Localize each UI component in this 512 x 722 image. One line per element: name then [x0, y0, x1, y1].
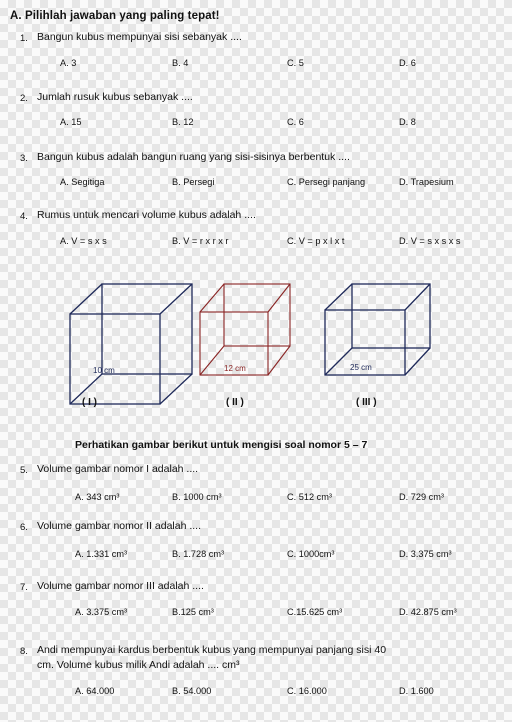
option-a: A. V = s x s	[60, 236, 107, 246]
option-a: A. Segitiga	[60, 177, 105, 187]
option-d: D. 8	[399, 117, 416, 127]
option-c: C. 16.000	[287, 686, 327, 696]
option-c: C. 512 cm³	[287, 492, 332, 502]
question-number: 3.	[20, 153, 28, 164]
option-c: C.15.625 cm³	[287, 607, 343, 617]
option-c: C. Persegi panjang	[287, 177, 366, 187]
option-d: D. 1.600	[399, 686, 434, 696]
option-a: A. 343 cm³	[75, 492, 120, 502]
option-b: B.125 cm³	[172, 607, 214, 617]
option-b: B. 12	[172, 117, 194, 127]
cube-3-edge-label: 25 cm	[350, 363, 372, 372]
question-text: Bangun kubus adalah bangun ruang yang sisi-sisinya berbentuk ....	[37, 151, 350, 163]
question-number: 6.	[20, 522, 28, 533]
figure-caption-2: ( II )	[226, 397, 244, 408]
question-number: 4.	[20, 211, 28, 222]
option-a: A. 3	[60, 58, 77, 68]
option-c: C. 1000cm³	[287, 549, 335, 559]
cube-1-edge-label: 10 cm	[93, 366, 115, 375]
question-number: 1.	[20, 33, 28, 44]
option-d: D. V = s x s x s	[399, 236, 461, 246]
cube-figure-3	[325, 284, 430, 375]
option-c: C. 6	[287, 117, 304, 127]
option-a: A. 3.375 cm³	[75, 607, 128, 617]
cube-figure-2	[200, 284, 290, 375]
option-d: D. 729 cm³	[399, 492, 444, 502]
option-b: B. Persegi	[172, 177, 215, 187]
question-text: Volume gambar nomor III adalah ....	[37, 580, 204, 592]
question-text-line-1: Andi mempunyai kardus berbentuk kubus yang mempunyai panjang sisi 40	[37, 644, 387, 656]
option-b: B. 4	[172, 58, 189, 68]
question-number: 8.	[20, 646, 28, 657]
cube-figure-1	[70, 284, 192, 404]
option-a: A. 15	[60, 117, 82, 127]
cube-figures	[0, 270, 512, 430]
option-b: B. 1.728 cm³	[172, 549, 225, 559]
question-number: 7.	[20, 582, 28, 593]
question-text-line-2: cm. Volume kubus milik Andi adalah .... cm³	[37, 659, 240, 671]
option-d: D. 3.375 cm³	[399, 549, 452, 559]
question-number: 2.	[20, 93, 28, 104]
option-c: C. 5	[287, 58, 304, 68]
figure-caption-3: ( III )	[356, 397, 377, 408]
question-text: Bangun kubus mempunyai sisi sebanyak ....	[37, 31, 242, 43]
question-text: Rumus untuk mencari volume kubus adalah ....	[37, 209, 256, 221]
option-b: B. 1000 cm³	[172, 492, 222, 502]
option-d: D. 42.875 cm³	[399, 607, 457, 617]
option-b: B. 54.000	[172, 686, 212, 696]
option-d: D. Trapesium	[399, 177, 454, 187]
question-text: Jumlah rusuk kubus sebanyak ....	[37, 91, 193, 103]
option-d: D. 6	[399, 58, 416, 68]
cube-2-edge-label: 12 cm	[224, 364, 246, 373]
question-text: Volume gambar nomor II adalah ....	[37, 520, 202, 532]
section-title: A. Pilihlah jawaban yang paling tepat!	[10, 10, 220, 22]
option-a: A. 64.000	[75, 686, 115, 696]
question-number: 5.	[20, 465, 28, 476]
option-c: C. V = p x l x t	[287, 236, 345, 246]
option-a: A. 1.331 cm³	[75, 549, 128, 559]
option-b: B. V = r x r x r	[172, 236, 229, 246]
question-text: Volume gambar nomor I adalah ....	[37, 463, 199, 475]
figure-instruction: Perhatikan gambar berikut untuk mengisi soal nomor 5 – 7	[75, 439, 368, 451]
figure-caption-1: ( I )	[82, 397, 97, 408]
